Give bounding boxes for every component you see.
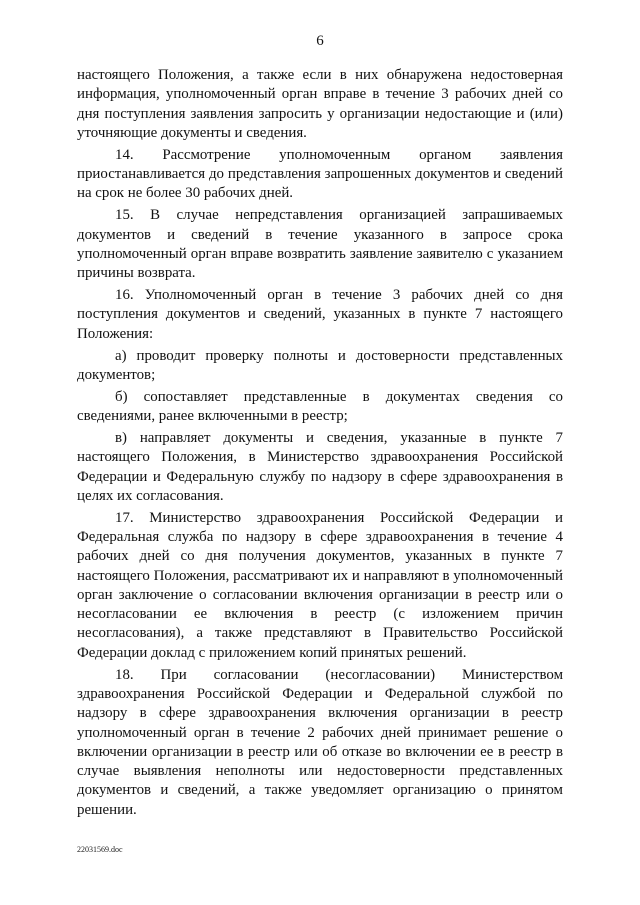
paragraph-item-14: 14. Рассмотрение уполномоченным органом заявления приостанавливается до представления запрошенных документов и сведений на срок не более 30 рабочих дней. (77, 146, 563, 202)
page-number: 6 (316, 33, 324, 49)
paragraph-item-18: 18. При согласовании (несогласовании) Министерством здравоохранения Российской Федерации и Федеральной службой по надзору в сфере здравоохранения включения организации в реестр уполномоченный орган в течение 2 рабочих дней принимает решение о включении организации в реестр или об отказе во включении ее в реестр в случае выявления неполноты или недостоверности представленных документов и сведений, а также уведомляет организацию о принятом решении. (77, 666, 563, 818)
paragraph-item-15: 15. В случае непредставления организацией запрашиваемых документов и сведений в течение указанного в запросе срока уполномоченный орган вправе возвратить заявление заявителю с указанием причины возврата. (77, 207, 563, 282)
document-filename: 22031569.doc (77, 845, 123, 854)
document-body (77, 66, 563, 823)
paragraph-item-17: 17. Министерство здравоохранения Российской Федерации и Федеральная служба по надзору в сфере здравоохранения в течение 4 рабочих дней со дня получения документов, указанных в пункте 7 настоящего Положения, рассматривают их и направляют в уполномоченный орган заключение о согласовании включения организации в реестр или о несогласовании ее включения в реестр (с изложением причин несогласования), а также представляют в Правительство Российской Федерации доклад с приложением копий принятых решений. (77, 509, 563, 661)
paragraph-continuation: настоящего Положения, а также если в них обнаружена недостоверная информация, уполномоченный орган вправе в течение 3 рабочих дней со дня поступления заявления запросить у организации недостающие и (или) уточняющие документы и сведения. (77, 67, 563, 141)
subitem-a: а) проводит проверку полноты и достоверности представленных документов; (77, 347, 563, 383)
subitem-v: в) направляет документы и сведения, указанные в пункте 7 настоящего Положения, в Министерство здравоохранения Российской Федерации и Федеральную службу по надзору в сфере здравоохранения в целях их согласования. (77, 429, 563, 504)
subitem-b: б) сопоставляет представленные в документах сведения со сведениями, ранее включенными в реестр; (77, 388, 563, 425)
paragraph-item-16: 16. Уполномоченный орган в течение 3 рабочих дней со дня поступления документов и сведений, указанных в пункте 7 настоящего Положения: (77, 287, 563, 342)
